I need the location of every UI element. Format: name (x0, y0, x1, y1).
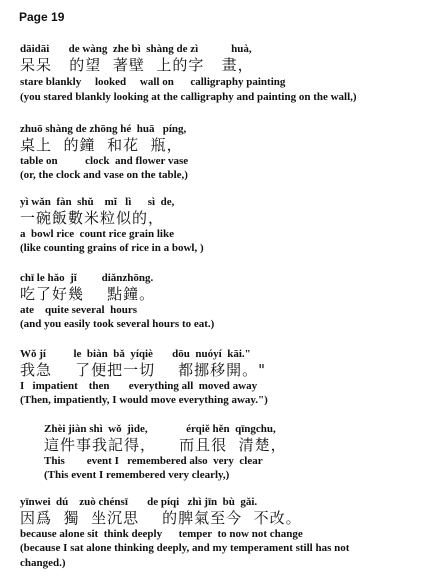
pinyin-line: yīnwei dú zuò chénsī de píqi zhì jīn bù gǎi. (20, 496, 258, 508)
gloss-line: ate quite several hours (20, 304, 138, 316)
gloss-line: stare blankly looked wall on calligraphy painting (20, 76, 286, 88)
gloss-line: This event I remembered also very clear (44, 455, 263, 467)
chinese-line: 一碗飯數米粒似的， (20, 209, 165, 227)
gloss-line: a bowl rice count rice grain like (20, 228, 174, 240)
translation-line: (Then, impatiently, I would move everything away.") (20, 394, 268, 406)
pinyin-line: zhuō shàng de zhōng hé huā píng, (20, 123, 187, 135)
chinese-line: 呆呆 的望 著壁 上的字 畫， (20, 56, 254, 74)
page-number: Page 19 (19, 10, 65, 24)
chinese-line: 因爲 獨 坐沉思 的脾氣至今 不改。 (20, 509, 302, 527)
chinese-line: 這件事我記得， 而且很 清楚， (44, 436, 287, 454)
translation-line: (you stared blankly looking at the calligraphy and painting on the wall,) (20, 91, 357, 103)
translation-line: (like counting grains of rice in a bowl, ) (20, 242, 204, 254)
gloss-line: because alone sit think deeply temper to now not change (20, 528, 303, 540)
translation-line: (because I sat alone thinking deeply, and my temperament still has not (20, 542, 350, 554)
chinese-line: 我急 了便把一切 都挪移開。" (20, 361, 267, 379)
pinyin-line: Wǒ jí le biàn bǎ yíqiè dōu nuóyí kāi." (20, 348, 251, 360)
pinyin-line: dāidāi de wàng zhe bì shàng de zì huà, (20, 43, 252, 55)
translation-line: (or, the clock and vase on the table,) (20, 169, 188, 181)
translation-line-continued: changed.) (20, 557, 66, 569)
chinese-line: 桌上 的鐘 和花 瓶， (20, 136, 183, 154)
pinyin-line: chī le hǎo jǐ diǎnzhōng. (20, 272, 154, 284)
pinyin-line: yì wǎn fàn shǔ mǐ lì sì de, (20, 196, 175, 208)
translation-line: (This event I remembered very clearly,) (44, 469, 230, 481)
chinese-line: 吃了好幾 點鐘。 (20, 285, 156, 303)
translation-line: (and you easily took several hours to eat.) (20, 318, 215, 330)
gloss-line: I impatient then everything all moved away (20, 380, 258, 392)
gloss-line: table on clock and flower vase (20, 155, 189, 167)
pinyin-line: Zhèi jiàn shì wǒ jìde, érqiě hěn qīngchu, (44, 423, 276, 435)
